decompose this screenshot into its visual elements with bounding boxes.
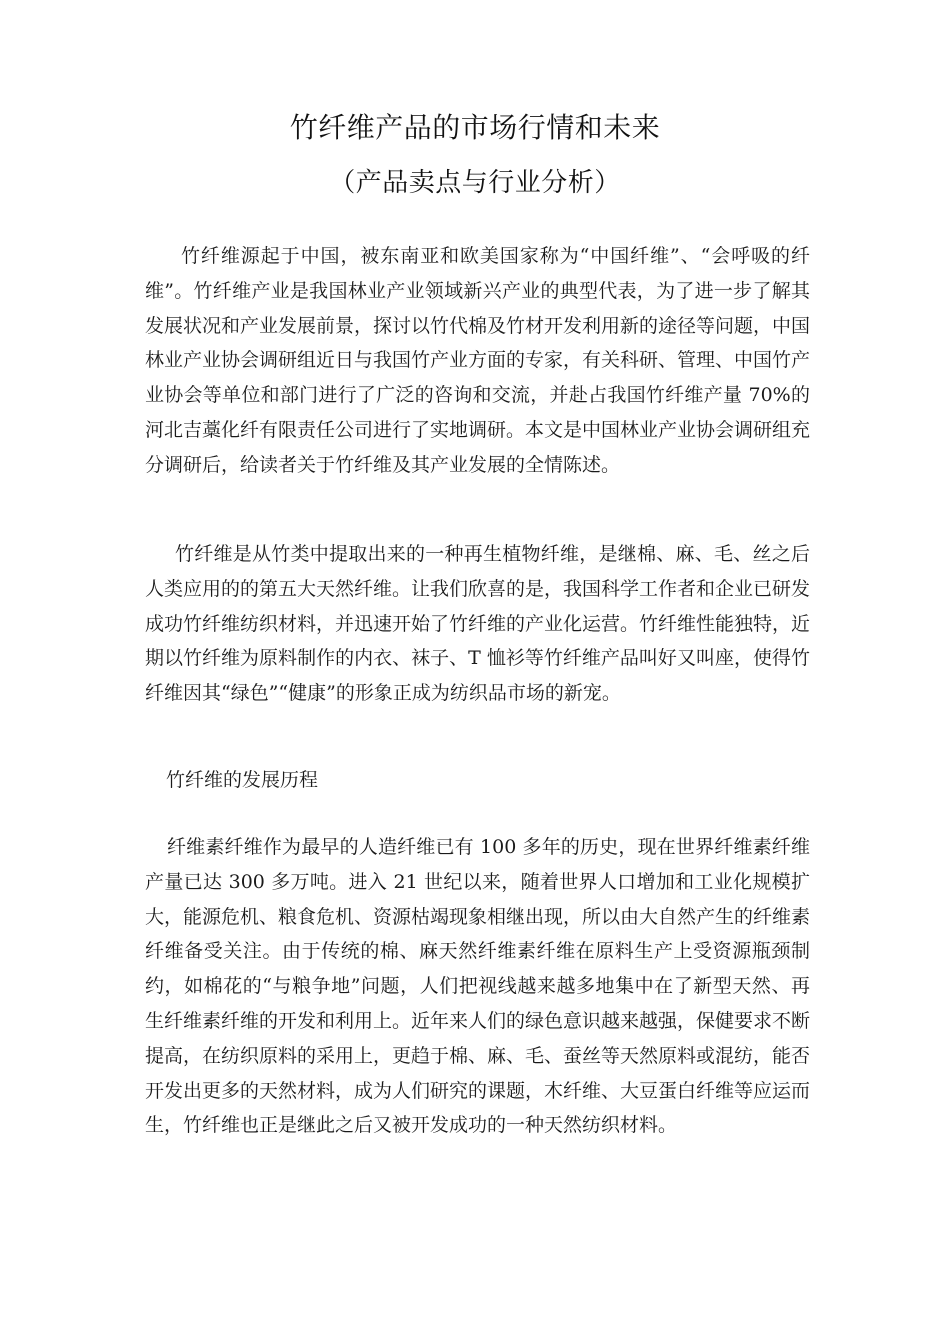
intro-paragraph: 竹纤维源起于中国，被东南亚和欧美国家称为“中国纤维”、“会呼吸的纤维”。竹纤维产业是我国林业产业领域新兴产业的典型代表，为了进一步了解其发展状况和产业发展前景，探讨以竹代棉及竹材开发利用新的途径等问题，中国林业产业协会调研组近日与我国竹产业方面的专家，有关科研、管理、中国竹产业协会等单位和部门进行了广泛的咨询和交流，并赴占我国竹纤维产量 70%的河北吉藁化纤有限责任公司进行了实地调研。本文是中国林业产业协会调研组充分调研后，给读者关于竹纤维及其产业发展的全情陈述。 [145,245,811,476]
document-title: 竹纤维产品的市场行情和未来 [289,111,661,144]
section-heading: 竹纤维的发展历程 [166,769,319,791]
section-paragraph: 纤维素纤维作为最早的人造纤维已有 100 多年的历史，现在世界纤维素纤维产量已达 300 多万吨。进入 21 世纪以来，随着世界人口增加和工业化规模扩大，能源危机、粮食危机、资源枯竭现象相继出现，所以由大自然产生的纤维素纤维备受关注。由于传统的棉、麻天然纤维素纤维在原料生产上受资源瓶颈制约，如棉花的“与粮争地”问题，人们把视线越来越多地集中在了新型天然、再生纤维素纤维的开发和利用上。近年来人们的绿色意识越来越强，保健要求不断提高，在纺织原料的采用上，更趋于棉、麻、毛、蚕丝等天然原料或混纺，能否开发出更多的天然材料，成为人们研究的课题，木纤维、大豆蛋白纤维等应运而生，竹纤维也正是继此之后又被开发成功的一种天然纺织材料。 [145,836,811,1137]
document-subtitle: （产品卖点与行业分析） [329,168,621,198]
body-paragraph: 竹纤维是从竹类中提取出来的一种再生植物纤维，是继棉、麻、毛、丝之后人类应用的的第五大天然纤维。让我们欣喜的是，我国科学工作者和企业已研发成功竹纤维纺织材料，并迅速开始了竹纤维的产业化运营。竹纤维性能独特，近期以竹纤维为原料制作的内衣、袜子、T 恤衫等竹纤维产品叫好又叫座，使得竹纤维因其“绿色”“健康”的形象正成为纺织品市场的新宠。 [145,543,811,705]
